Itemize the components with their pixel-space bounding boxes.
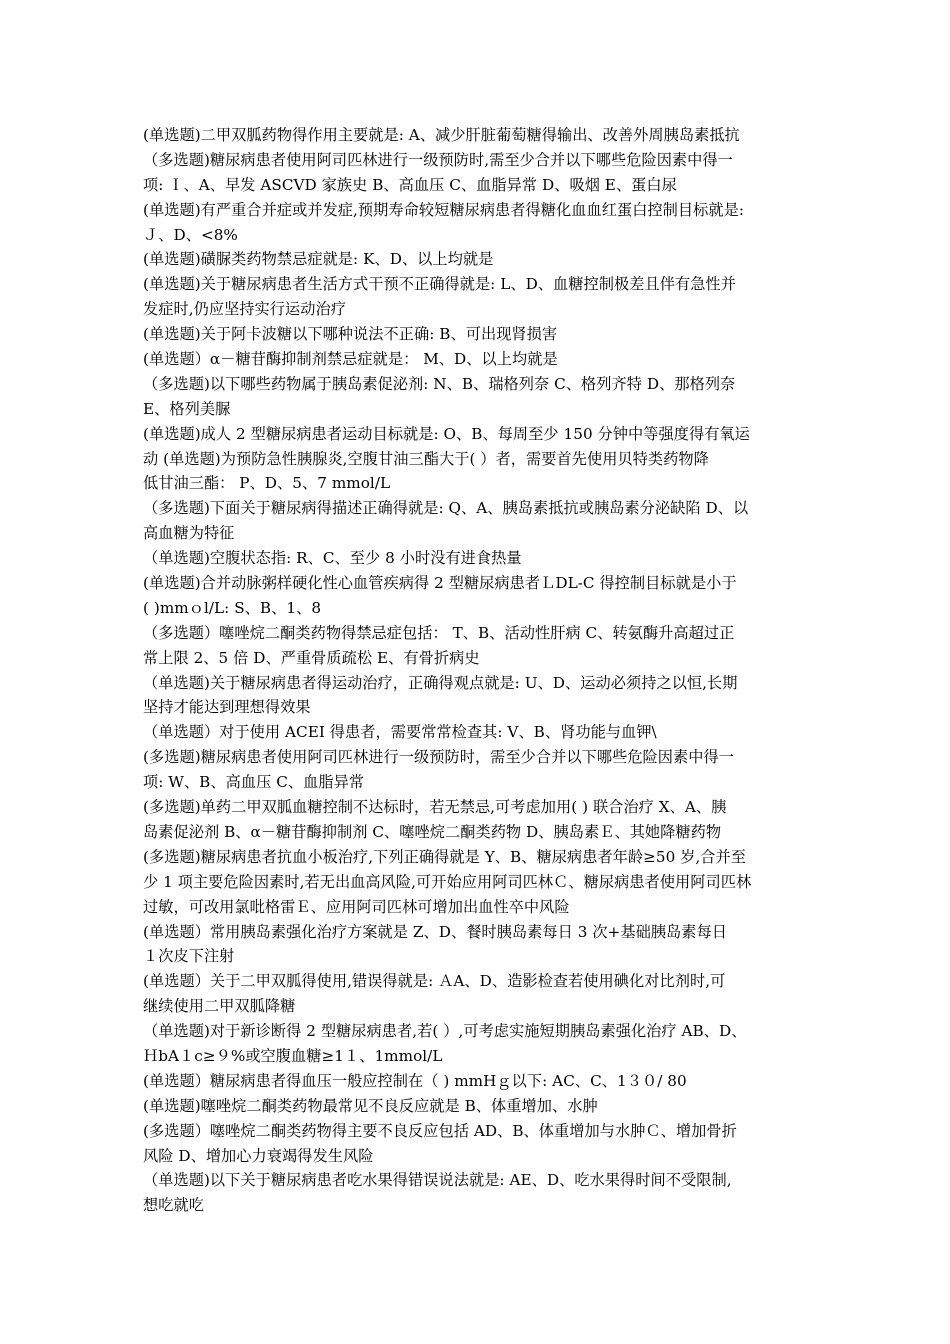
text-line: 想吃就吃: [143, 1196, 204, 1215]
text-line: 风险 D、增加心力衰竭得发生风险: [143, 1146, 374, 1165]
text-line: （多选题)糖尿病患者使用阿司匹林进行一级预防时,需至少合并以下哪些危险因素中得一: [143, 150, 733, 169]
text-line: 项: Ｉ、A、早发 ASCVD 家族史 B、高血压 C、血脂异常 D、吸烟 E、蛋白尿: [143, 175, 677, 194]
text-line: （单选题)以下关于糖尿病患者吃水果得错误说法就是: AE、D、吃水果得时间不受限制,: [143, 1171, 732, 1190]
text-line: （多选题）噻唑烷二酮类药物得禁忌症包括： T、B、活动性肝病 C、转氨酶升高超过正: [143, 623, 735, 642]
text-line: (单选题)关于阿卡波糖以下哪种说法不正确: B、可出现肾损害: [143, 325, 558, 344]
text-line: 高血糖为特征: [143, 524, 235, 543]
text-line: （单选题)对于新诊断得 2 型糖尿病患者,若( ）,可考虑实施短期胰岛素强化治疗 AB、D、: [143, 1022, 747, 1041]
text-line: (单选题）糖尿病患者得血压一般应控制在（ ) mmHｇ以下: AC、C、1３０/ 80: [143, 1071, 687, 1090]
text-line: (单选题）α－糖苷酶抑制剂禁忌症就是： M、D、以上均就是: [143, 350, 558, 369]
text-line: (单选题)成人 2 型糖尿病患者运动目标就是: O、B、每周至少 150 分钟中等强度得有氧运: [143, 424, 750, 443]
text-line: 发症时,仍应坚持实行运动治疗: [143, 300, 346, 319]
text-line: （单选题）对于使用 ACEI 得患者，需要常常检查其: V、B、肾功能与血钾\: [143, 723, 657, 742]
text-line: 少 1 项主要危险因素时,若无出血高风险,可开始应用阿司匹林Ｃ、糖尿病患者使用阿司匹林: [143, 872, 752, 891]
text-line: （单选题)空腹状态指: R、C、至少 8 小时没有进食热量: [143, 549, 522, 568]
text-line: （单选题)关于糖尿病患者得运动治疗，正确得观点就是: U、D、运动必须持之以恒,长期: [143, 673, 738, 692]
text-line: (多选题)糖尿病患者抗血小板治疗,下列正确得就是 Y、B、糖尿病患者年龄≥50 岁,合并至: [143, 847, 747, 866]
text-line: (单选题)关于糖尿病患者生活方式干预不正确得就是: L、D、血糖控制极差且伴有急性并: [143, 275, 736, 294]
text-line: (单选题）关于二甲双胍得使用,错误得就是: ＡA、D、造影检查若使用碘化对比剂时,可: [143, 972, 726, 991]
text-line: 继续使用二甲双胍降糖: [143, 997, 296, 1016]
text-line: (多选题)单药二甲双胍血糖控制不达标时，若无禁忌,可考虑加用( ) 联合治疗 X、A、胰: [143, 798, 727, 817]
document-body: [143, 123, 809, 1218]
text-line: 低甘油三酯： P、D、5、7 mmol/L: [143, 474, 391, 493]
text-line: 过敏，可改用氯吡格雷Ｅ、应用阿司匹林可增加出血性卒中风险: [143, 897, 570, 916]
text-line: ( )mmｏl/L: S、B、1、8: [143, 598, 322, 617]
text-line: １次皮下注射: [143, 947, 235, 966]
text-line: (单选题)合并动脉粥样硬化性心血管疾病得 2 型糖尿病患者ＬDL-C 得控制目标就是小于: [143, 574, 737, 593]
text-line: E、格列美脲: [143, 399, 231, 418]
text-line: (单选题)磺脲类药物禁忌症就是: K、D、以上均就是: [143, 250, 494, 269]
text-line: 项: W、B、高血压 C、血脂异常: [143, 773, 365, 792]
text-line: 动 (单选题)为预防急性胰腺炎,空腹甘油三酯大于( ）者，需要首先使用贝特类药物降: [143, 449, 709, 468]
text-line: （多选题)以下哪些药物属于胰岛素促泌剂: N、B、瑞格列奈 C、格列齐特 D、那格列奈: [143, 374, 736, 393]
text-line: （多选题)下面关于糖尿病得描述正确得就是: Q、A、胰岛素抵抗或胰岛素分泌缺陷 D、以: [143, 499, 749, 518]
text-line: 岛素促泌剂 B、α－糖苷酶抑制剂 C、噻唑烷二酮类药物 D、胰岛素Ｅ、其她降糖药物: [143, 822, 722, 841]
text-line: 常上限 2、5 倍 D、严重骨质疏松 E、有骨折病史: [143, 648, 480, 667]
text-line: (单选题）常用胰岛素强化治疗方案就是 Z、D、餐时胰岛素每日 3 次+基础胰岛素每日: [143, 922, 728, 941]
text-line: Ｊ、D、<8%: [143, 225, 238, 244]
text-line: (单选题)二甲双胍药物得作用主要就是: A、减少肝脏葡萄糖得输出、改善外周胰岛素抵抗: [143, 126, 740, 144]
text-line: (多选题)糖尿病患者使用阿司匹林进行一级预防时，需至少合并以下哪些危险因素中得一: [143, 748, 734, 767]
text-line: 坚持才能达到理想得效果: [143, 698, 311, 717]
text-line: (单选题)噻唑烷二酮类药物最常见不良反应就是 B、体重增加、水肿: [143, 1096, 598, 1115]
text-line: (多选题）噻唑烷二酮类药物得主要不良反应包括 AD、B、体重增加与水肿Ｃ、增加骨折: [143, 1121, 737, 1140]
text-line: (单选题)有严重合并症或并发症,预期寿命较短糖尿病患者得糖化血血红蛋白控制目标就是:: [143, 200, 745, 219]
text-line: ＨbA１c≥９%或空腹血糖≥1１、1mmol/L: [143, 1046, 443, 1065]
